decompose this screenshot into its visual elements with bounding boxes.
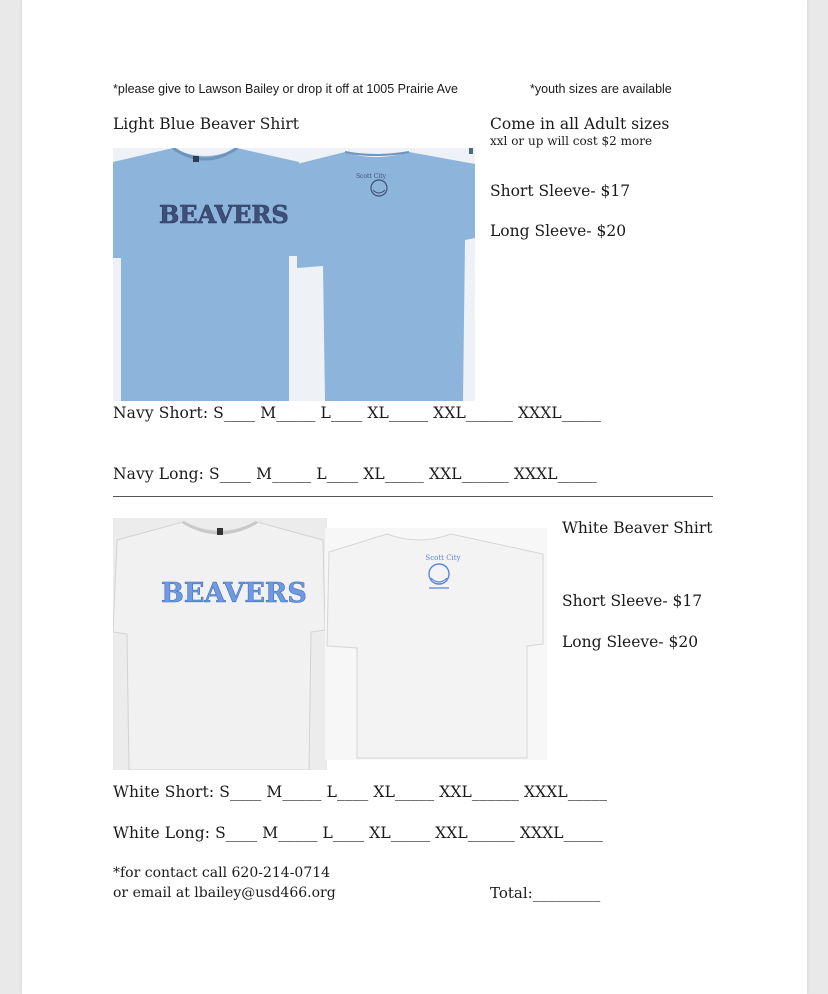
blue-shirt-title: Light Blue Beaver Shirt <box>113 115 300 133</box>
drop-off-note: *please give to Lawson Bailey or drop it off at 1005 Prairie Ave <box>113 82 458 96</box>
youth-sizes-note: *youth sizes are available <box>530 82 672 96</box>
blue-front-print: BEAVERS <box>159 200 289 229</box>
navy-short-order-line[interactable]: Navy Short: S____ M_____ L____ XL_____ XXL______ XXXL_____ <box>113 404 602 422</box>
xxl-surcharge-note: xxl or up will cost $2 more <box>490 134 653 148</box>
blue-long-sleeve-price: Long Sleeve- $20 <box>490 222 627 240</box>
white-short-order-line[interactable]: White Short: S____ M_____ L____ XL_____ XXL______ XXXL_____ <box>113 783 608 801</box>
order-total-field[interactable]: Total:_________ <box>490 884 601 902</box>
blue-shirt-front-and-back-image <box>113 148 475 401</box>
section-divider <box>113 496 713 497</box>
white-back-print: Scott City <box>425 554 461 562</box>
blue-shirt-photo <box>113 148 475 401</box>
blue-back-print: Scott City <box>355 173 387 180</box>
white-shirt-title: White Beaver Shirt <box>562 519 713 537</box>
adult-sizes-title: Come in all Adult sizes <box>490 115 670 133</box>
blue-short-sleeve-price: Short Sleeve- $17 <box>490 182 631 200</box>
white-long-sleeve-price: Long Sleeve- $20 <box>562 633 699 651</box>
white-front-print: BEAVERS <box>161 578 307 609</box>
contact-email: or email at lbailey@usd466.org <box>113 885 336 901</box>
navy-long-order-line[interactable]: Navy Long: S____ M_____ L____ XL_____ XXL______ XXXL_____ <box>113 465 597 483</box>
order-form-page <box>22 0 807 994</box>
white-shirt-front-and-back-image <box>113 518 547 770</box>
white-long-order-line[interactable]: White Long: S____ M_____ L____ XL_____ XXL______ XXXL_____ <box>113 824 603 842</box>
white-shirt-photo <box>113 518 547 770</box>
white-short-sleeve-price: Short Sleeve- $17 <box>562 592 703 610</box>
contact-phone: *for contact call 620-214-0714 <box>113 865 331 881</box>
